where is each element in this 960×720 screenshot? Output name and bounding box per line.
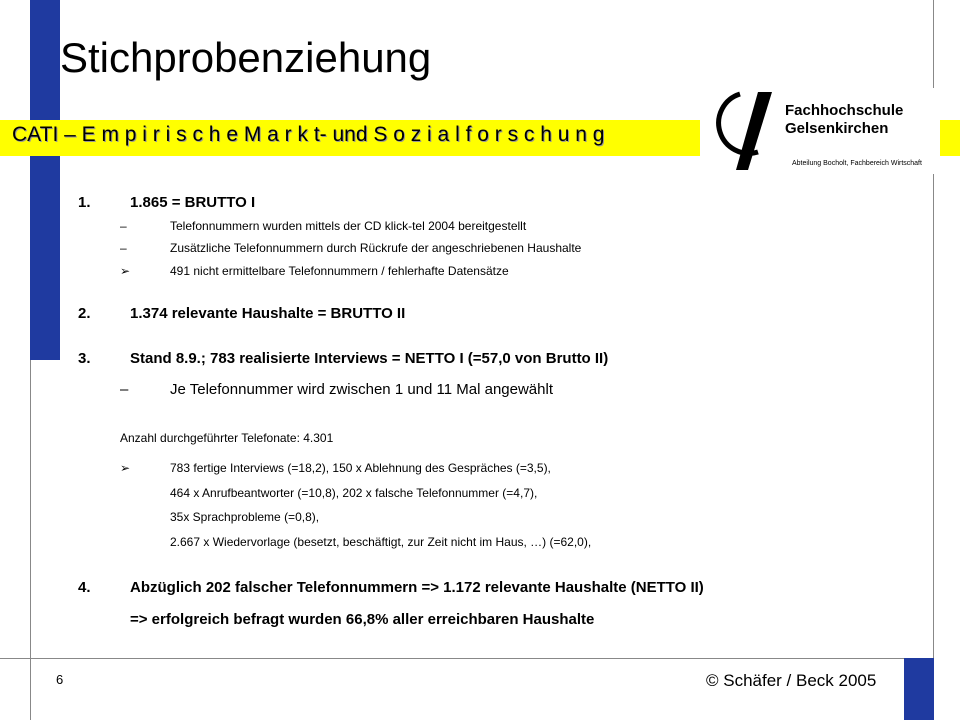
item-2-number: 2. — [78, 305, 91, 322]
logo-mark-icon — [700, 88, 784, 174]
arrow-bullet-icon: ➢ — [120, 264, 131, 278]
logo-line-1: Fachhochschule — [785, 102, 904, 119]
item-3-sub-marker: – — [120, 381, 129, 398]
item-2-heading: 1.374 relevante Haushalte = BRUTTO II — [130, 305, 406, 322]
left-accent-bar — [30, 0, 60, 360]
item-3-sub: Je Telefonnummer wird zwischen 1 und 11 Mal angewählt — [170, 381, 553, 398]
item-1-sub-2: Zusätzliche Telefonnummern durch Rückrufe der angeschriebenen Haushalte — [170, 241, 582, 255]
item-1-heading: 1.865 = BRUTTO I — [130, 194, 256, 211]
left-frame-line — [30, 360, 31, 720]
item-3-number: 3. — [78, 350, 91, 367]
item-1-sub-3: 491 nicht ermittelbare Telefonnummern / fehlerhafte Datensätze — [170, 264, 509, 278]
banner-title: CATI – E m p i r i s c h e M a r k t- und S o z i a l f o r s c h u n g — [12, 123, 605, 146]
item-1-sub-1-marker: – — [120, 219, 127, 233]
copyright-notice: © Schäfer / Beck 2005 — [706, 671, 877, 690]
university-logo — [700, 88, 940, 174]
right-accent-bar — [904, 658, 934, 720]
item-3-heading: Stand 8.9.; 783 realisierte Interviews = NETTO I (=57,0 von Brutto II) — [130, 350, 609, 367]
item-4-number: 4. — [78, 579, 91, 596]
calls-count-label: Anzahl durchgeführter Telefonate: 4.301 — [120, 431, 334, 445]
result-line-2: 464 x Anrufbeantworter (=10,8), 202 x falsche Telefonnummer (=4,7), — [170, 486, 538, 500]
logo-subtitle: Abteilung Bocholt, Fachbereich Wirtschaft — [792, 160, 922, 167]
item-1-number: 1. — [78, 194, 91, 211]
item-4-heading: Abzüglich 202 falscher Telefonnummern => 1.172 relevante Haushalte (NETTO II) — [130, 579, 704, 596]
footer-divider — [0, 658, 904, 659]
page-number: 6 — [56, 672, 64, 687]
result-line-1: 783 fertige Interviews (=18,2), 150 x Ablehnung des Gespräches (=3,5), — [170, 461, 551, 475]
slide-title: Stichprobenziehung — [60, 34, 432, 81]
result-line-4: 2.667 x Wiedervorlage (besetzt, beschäftigt, zur Zeit nicht im Haus, …) (=62,0), — [170, 535, 592, 549]
logo-line-2: Gelsenkirchen — [785, 120, 889, 137]
arrow-bullet-icon: ➢ — [120, 461, 131, 475]
item-4-conclusion: => erfolgreich befragt wurden 66,8% aller erreichbaren Haushalte — [130, 611, 595, 628]
result-line-3: 35x Sprachprobleme (=0,8), — [170, 510, 320, 524]
item-1-sub-2-marker: – — [120, 241, 127, 255]
item-1-sub-1: Telefonnummern wurden mittels der CD klick-tel 2004 bereitgestellt — [170, 219, 527, 233]
